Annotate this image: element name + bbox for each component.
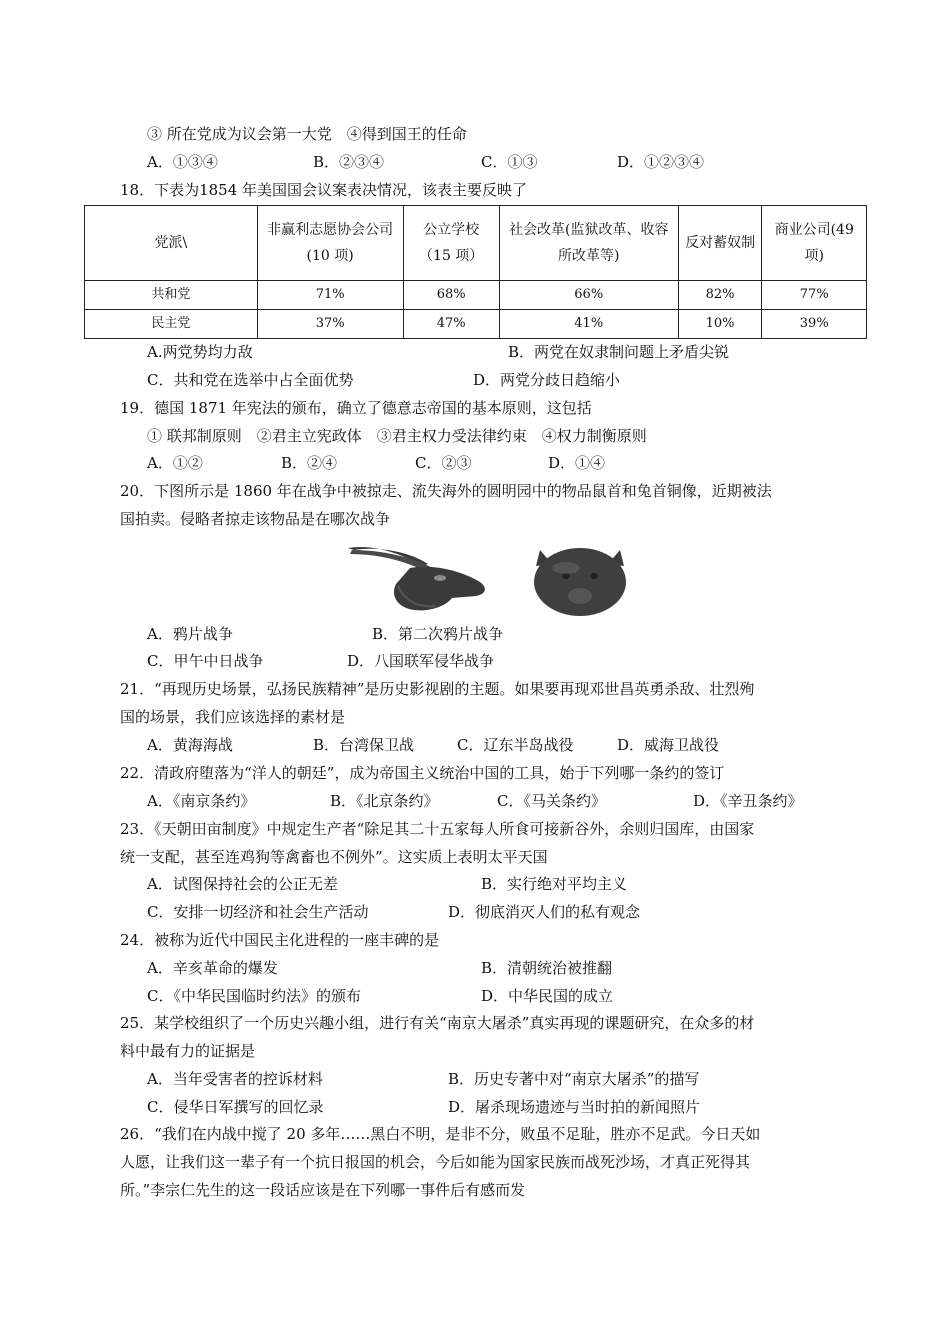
q21-option-c[interactable]: C．辽东半岛战役	[457, 736, 574, 754]
q23-option-d[interactable]: D．彻底消灭人们的私有观念	[448, 903, 641, 921]
q26-stem-line3: 所。”李宗仁先生的这一段话应该是在下列哪一事件后有感而发	[120, 1181, 526, 1199]
q17-option-c[interactable]: C．①③	[481, 153, 538, 171]
q17-option-a[interactable]: A．①③④	[147, 153, 218, 171]
q20-stem-line2: 国拍卖。侵略者掠走该物品是在哪次战争	[120, 510, 391, 528]
table-header-cell: 非赢利志愿协会公司(10 项)	[257, 206, 403, 281]
table-header-cell: 社会改革(监狱改革、收容所改革等)	[499, 206, 678, 281]
table-cell: 66%	[499, 281, 678, 310]
q24-option-a[interactable]: A．辛亥革命的爆发	[147, 959, 278, 977]
q22-option-b[interactable]: B．《北京条约》	[330, 792, 439, 810]
q24-option-b[interactable]: B．清朝统治被推翻	[481, 959, 613, 977]
q23-option-b[interactable]: B．实行绝对平均主义	[481, 875, 628, 893]
rabbit-head-image	[348, 547, 485, 610]
q22-stem: 22．清政府堕落为“洋人的朝廷”，成为帝国主义统治中国的工具，始于下列哪一条约的签订	[120, 764, 725, 782]
q20-option-a[interactable]: A．鸦片战争	[147, 625, 233, 643]
table-cell: 民主党	[85, 310, 258, 339]
q19-option-d[interactable]: D．①④	[548, 454, 606, 472]
q23-option-a[interactable]: A．试图保持社会的公正无差	[147, 875, 338, 893]
table-cell: 共和党	[85, 281, 258, 310]
q25-stem-line1: 25．某学校组织了一个历史兴趣小组，进行有关“南京大屠杀”真实再现的课题研究，在众多的材	[120, 1014, 755, 1032]
vote-table	[84, 205, 867, 339]
q26-stem-line2: 人愿，让我们这一辈子有一个抗日报国的机会，今后如能为国家民族而战死沙场，才真正死得其	[120, 1153, 751, 1171]
q23-stem-line2: 统一支配，甚至连鸡狗等禽畜也不例外”。这实质上表明太平天国	[120, 848, 548, 866]
table-header-cell: 公立学校（15 项）	[403, 206, 499, 281]
table-cell: 10%	[678, 310, 762, 339]
q24-stem: 24．被称为近代中国民主化进程的一座丰碑的是	[120, 931, 440, 949]
q21-stem-line2: 国的场景，我们应该选择的素材是	[120, 708, 346, 726]
table-cell: 47%	[403, 310, 499, 339]
q17-option-b[interactable]: B．②③④	[313, 153, 385, 171]
q20-option-d[interactable]: D．八国联军侵华战争	[347, 652, 495, 670]
q18-stem: 18．下表为1854 年美国国会议案表决情况，该表主要反映了	[120, 181, 528, 199]
q25-option-b[interactable]: B．历史专著中对“南京大屠杀”的描写	[448, 1070, 700, 1088]
q21-option-d[interactable]: D．威海卫战役	[617, 736, 720, 754]
table-cell: 77%	[762, 281, 867, 310]
table-header-row	[85, 206, 867, 281]
table-cell: 39%	[762, 310, 867, 339]
q18-option-d[interactable]: D．两党分歧日趋缩小	[473, 371, 621, 389]
q25-stem-line2: 料中最有力的证据是	[120, 1042, 256, 1060]
table-header-cell: 商业公司(49 项)	[762, 206, 867, 281]
q19-items: ① 联邦制原则 ②君主立宪政体 ③君主权力受法律约束 ④权力制衡原则	[147, 427, 647, 445]
q19-stem: 19．德国 1871 年宪法的颁布，确立了德意志帝国的基本原则，这包括	[120, 399, 592, 417]
q21-option-a[interactable]: A．黄海海战	[147, 736, 233, 754]
table-cell: 71%	[257, 281, 403, 310]
table-cell: 82%	[678, 281, 762, 310]
q21-option-b[interactable]: B．台湾保卫战	[313, 736, 415, 754]
q22-option-a[interactable]: A．《南京条约》	[147, 792, 256, 810]
q17-items: ③ 所在党成为议会第一大党 ④得到国王的任命	[147, 125, 467, 143]
q22-option-c[interactable]: C．《马关条约》	[497, 792, 606, 810]
table-header-cell: 党派\	[85, 206, 258, 281]
q25-option-d[interactable]: D．屠杀现场遗迹与当时拍的新闻照片	[448, 1098, 701, 1116]
q23-stem-line1: 23．《天朝田亩制度》中规定生产者“除足其二十五家每人所食可接新谷外，余则归国库，由国家	[120, 820, 755, 838]
q25-option-c[interactable]: C．侵华日军撰写的回忆录	[147, 1098, 324, 1116]
q26-stem-line1: 26．“我们在内战中搅了 20 多年……黑白不明，是非不分，败虽不足耻，胜亦不足武。今日天如	[120, 1125, 761, 1143]
q24-option-d[interactable]: D．中华民国的成立	[481, 987, 614, 1005]
rat-head-image	[534, 548, 626, 616]
q18-option-c[interactable]: C．共和党在选举中占全面优势	[147, 371, 354, 389]
bronze-heads-svg	[340, 540, 660, 620]
q19-option-a[interactable]: A．①②	[147, 454, 203, 472]
q18-option-a[interactable]: A.两党势均力敌	[147, 343, 253, 361]
q21-stem-line1: 21．“再现历史场景，弘扬民族精神”是历史影视剧的主题。如果要再现邓世昌英勇杀敌、壮烈殉	[120, 680, 755, 698]
table-row	[85, 310, 867, 339]
q18-option-b[interactable]: B．两党在奴隶制问题上矛盾尖锐	[508, 343, 730, 361]
q20-stem-line1: 20．下图所示是 1860 年在战争中被掠走、流失海外的圆明园中的物品鼠首和兔首铜像，近期被法	[120, 482, 772, 500]
table-header-cell: 反对蓄奴制	[678, 206, 762, 281]
q19-option-b[interactable]: B．②④	[281, 454, 338, 472]
q24-option-c[interactable]: C．《中华民国临时约法》的颁布	[147, 987, 361, 1005]
q22-option-d[interactable]: D．《辛丑条约》	[693, 792, 803, 810]
table-cell: 68%	[403, 281, 499, 310]
q25-option-a[interactable]: A．当年受害者的控诉材料	[147, 1070, 323, 1088]
q23-option-c[interactable]: C．安排一切经济和社会生产活动	[147, 903, 369, 921]
q17-option-d[interactable]: D．①②③④	[617, 153, 705, 171]
table-row	[85, 281, 867, 310]
table-cell: 37%	[257, 310, 403, 339]
q19-option-c[interactable]: C．②③	[415, 454, 472, 472]
table-cell: 41%	[499, 310, 678, 339]
q20-option-c[interactable]: C．甲午中日战争	[147, 652, 264, 670]
bronze-heads-figure	[340, 540, 660, 620]
q20-option-b[interactable]: B．第二次鸦片战争	[372, 625, 504, 643]
